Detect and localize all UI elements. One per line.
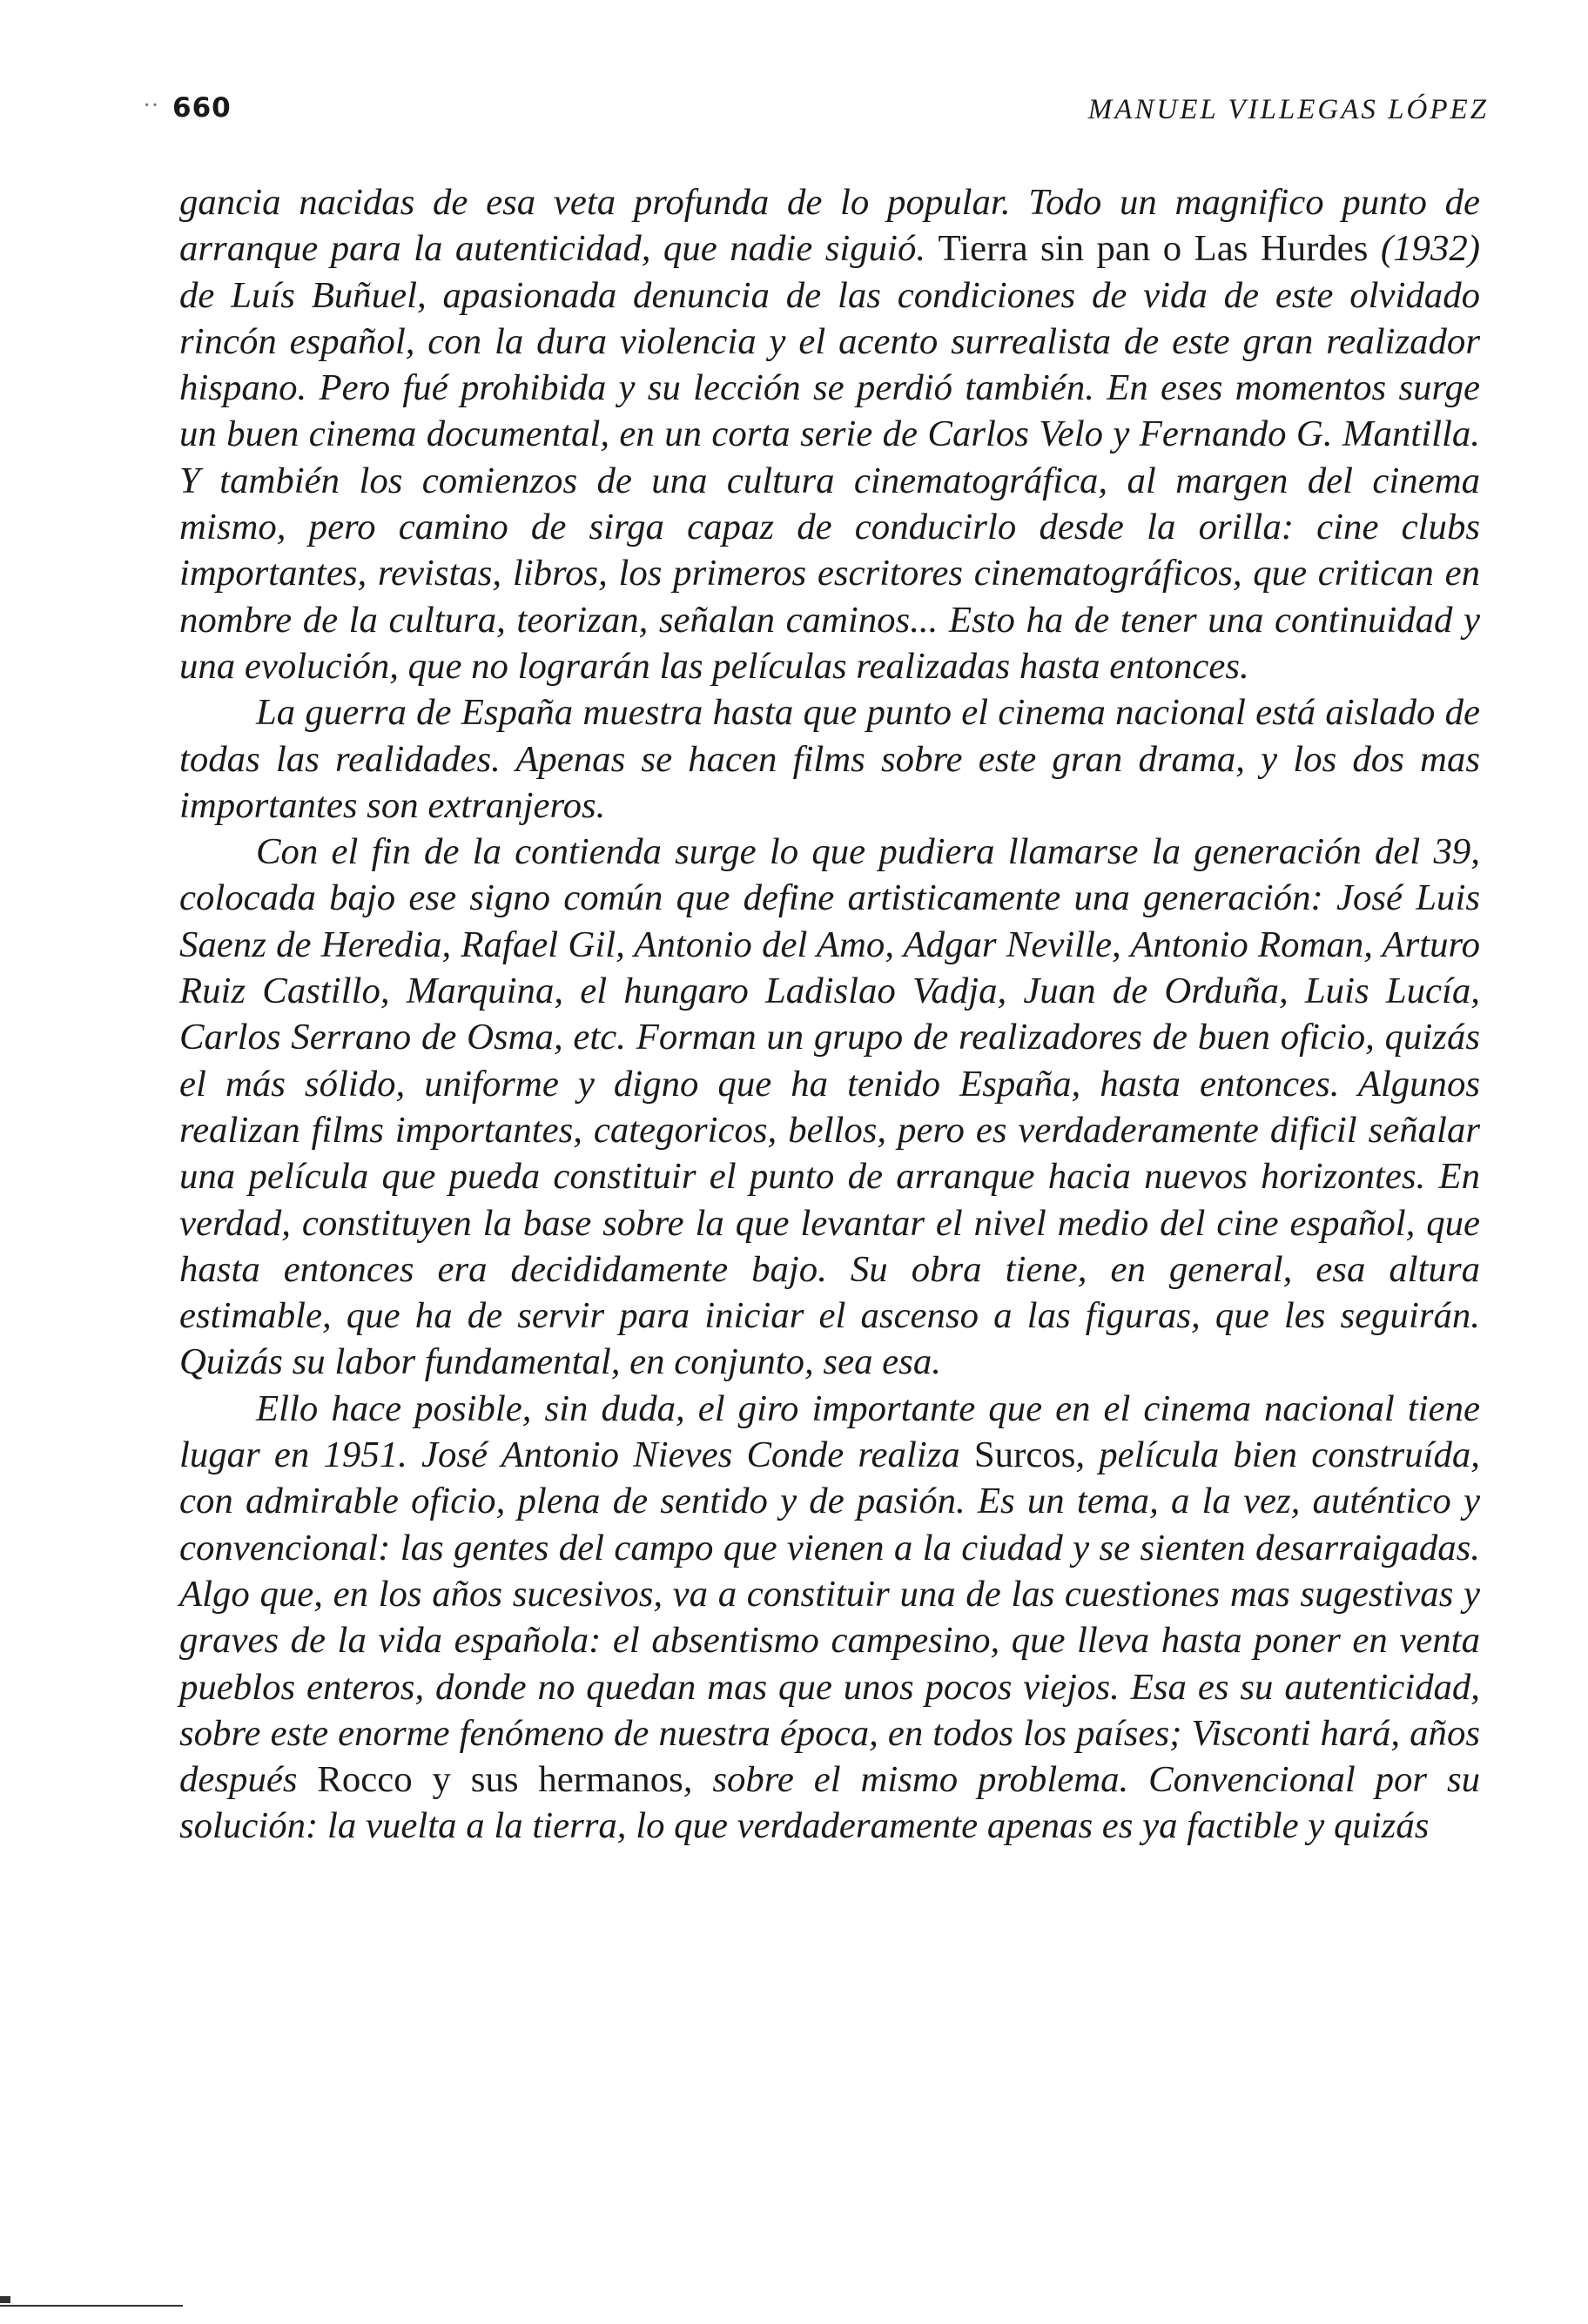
- paragraph: [179, 1386, 1480, 1850]
- film-title: Tierra sin pan o Las Hurdes: [938, 228, 1369, 270]
- body-text: [179, 179, 1480, 1850]
- text-segment: Con el fin de la contienda surge lo que pudiera llamarse la generación del 39, colocada bajo ese signo común que define artisticamente una generación: José Luis Saenz de Heredia, Rafael Gil, Antonio del Amo, Adgar Neville, Antonio Roman, Arturo Ruiz Castillo, Marquina, el hungaro Ladislao Vadja, Juan de Orduña, Luis Lucía, Carlos Serrano de Osma, etc. Forman un grupo de realizadores de buen oficio, quizás el más sólido, uniforme y digno que ha tenido España, hasta entonces. Algunos realizan films importantes, categoricos, bellos, pero es verdaderamente dificil señalar una película que pueda constituir el punto de arranque hacia nuevos horizontes. En verdad, constituyen la base sobre la que levantar el nivel medio del cine español, que hasta entonces era decididamente bajo. Su obra tiene, en general, esa altura estimable, que ha de servir para iniciar el ascenso a las figuras, que les seguirán. Quizás su labor fundamental, en conjunto, sea esa.: [179, 831, 1480, 1383]
- paragraph: [179, 179, 1480, 689]
- page-number: 660: [172, 92, 232, 124]
- text-segment: Ello hace posible, sin duda, el giro importante que en el cinema nacional tiene lugar en 1951. José Antonio Nieves Conde realiza: [179, 1387, 1480, 1476]
- paragraph: [179, 829, 1480, 1386]
- film-title: Rocco y sus hermanos: [317, 1759, 683, 1801]
- paragraph: [179, 689, 1480, 829]
- film-title: Surcos: [973, 1434, 1076, 1476]
- page-header: [143, 87, 1489, 139]
- text-segment: gancia nacidas de esa veta profunda de lo popular. Todo un magnifico punto de arranque para la autenticidad, que nadie siguió.: [179, 182, 1480, 270]
- text-segment: (1932) de Luís Buñuel, apasionada denuncia de las condiciones de vida de este olvidado rincón español, con la dura violencia y el acento surrealista de este gran realizador hispano. Pero fué prohibida y su lección se perdió también. En eses momentos surge un buen cinema documental, en un corta serie de Carlos Velo y Fernando G. Mantilla. Y también los comienzos de una cultura cinematográfica, al margen del cinema mismo, pero camino de sirga capaz de conducirlo desde la orilla: cine clubs importantes, revistas, libros, los primeros escritores cinematográficos, que critican en nombre de la cultura, teorizan, señalan caminos... Esto ha de tener una continuidad y una evolución, que no lograrán las películas realizadas hasta entonces.: [179, 228, 1480, 687]
- scan-dots: ··: [143, 92, 159, 119]
- text-segment: , sobre el mismo problema. Convencional por su solución: la vuelta a la tierra, lo que verdaderamente apenas es ya factible y quizás: [179, 1759, 1480, 1847]
- scan-edge-line: [0, 2305, 183, 2307]
- text-segment: , película bien construída, con admirable oficio, plena de sentido y de pasión. Es un tema, a la vez, auténtico y convencional: las gentes del campo que vienen a la ciudad y se sienten desarraigadas. Algo que, en los años sucesivos, va a constituir una de las cuestiones mas sugestivas y graves de la vida española: el absentismo campesino, que lleva hasta poner en venta pueblos enteros, donde no quedan mas que unos pocos viejos. Esa es su autenticidad, sobre este enorme fenómeno de nuestra época, en todos los países; Visconti hará, años después: [179, 1434, 1480, 1801]
- text-segment: La guerra de España muestra hasta que punto el cinema nacional está aislado de todas las realidades. Apenas se hacen films sobre este gran drama, y los dos mas importantes son extranjeros.: [179, 692, 1480, 826]
- running-head: MANUEL VILLEGAS LÓPEZ: [1087, 94, 1489, 125]
- scan-edge-mark: [0, 2296, 10, 2303]
